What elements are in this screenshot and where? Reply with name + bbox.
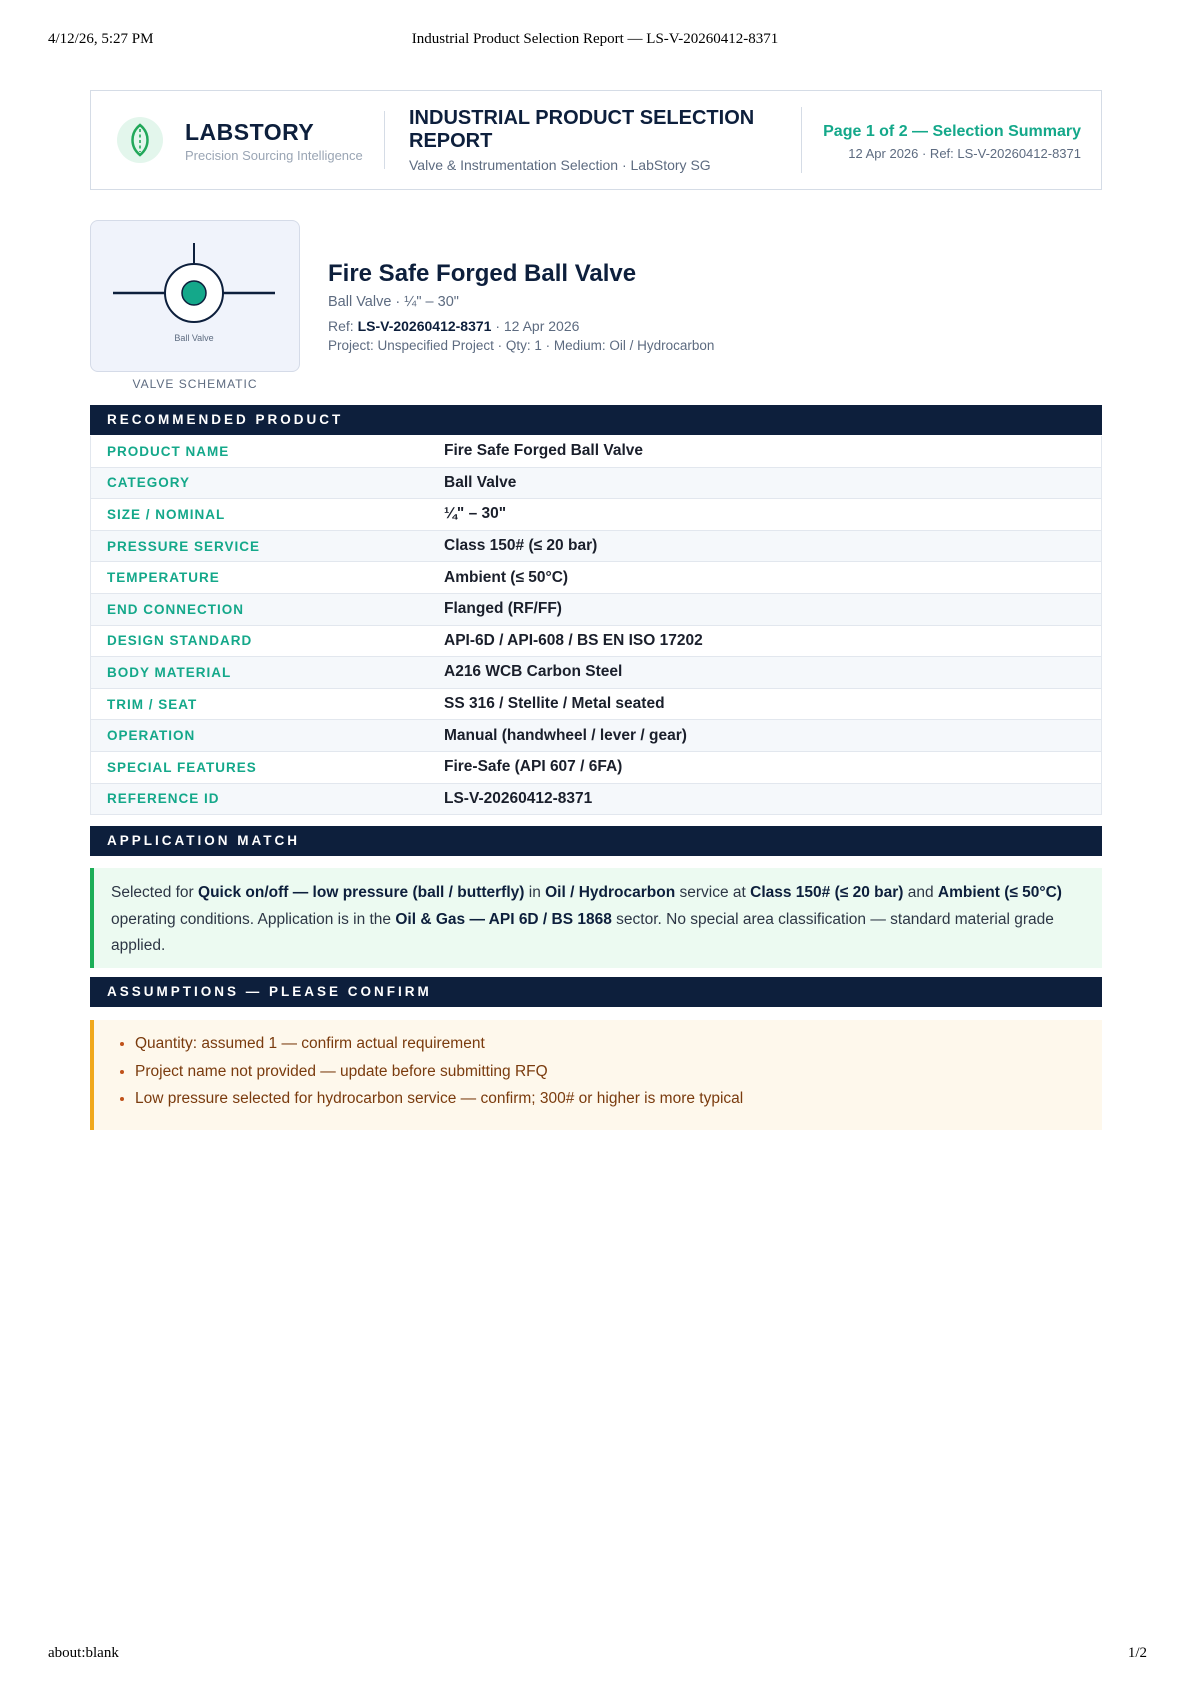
app-highlight: Oil & Gas — API 6D / BS 1868 [395,910,612,928]
spec-value: Flanged (RF/FF) [444,600,562,618]
table-row [91,468,1101,500]
product-reference [328,318,579,334]
spec-key: SPECIAL FEATURES [107,759,257,775]
app-text: and [903,884,938,901]
table-row [91,720,1101,752]
product-title: Fire Safe Forged Ball Valve [328,260,637,287]
valve-schematic [90,220,300,372]
table-row [91,562,1101,594]
spec-key: OPERATION [107,728,196,744]
table-row [91,531,1101,563]
table-row [91,657,1101,689]
spec-key: TEMPERATURE [107,570,220,586]
schematic-label: Ball Valve [174,333,214,343]
table-row [91,689,1101,721]
spec-key: PRESSURE SERVICE [107,538,261,554]
ball-valve-diagram [91,221,298,370]
spec-value: Fire-Safe (API 607 / 6FA) [444,758,623,776]
app-highlight: Class 150# (≤ 20 bar) [750,884,904,901]
app-text: sector. No special area classification — standard material grade applied. [111,910,1054,954]
spec-value: Ball Valve [444,473,517,491]
section-assumptions: ASSUMPTIONS — PLEASE CONFIRM [90,977,1102,1007]
spec-key: DESIGN STANDARD [107,633,253,649]
app-text: operating conditions. Application is in the [111,910,396,928]
brand-tagline: Precision Sourcing Intelligence [185,148,363,163]
spec-value: Ambient (≤ 50°C) [444,568,569,586]
table-row [91,626,1101,658]
spec-value: ¼" – 30" [444,505,507,523]
section-application-match: APPLICATION MATCH [90,826,1102,856]
ref-prefix: Ref: [328,318,358,334]
print-doc-title: Industrial Product Selection Report — LS-V-20260412-8371 [411,31,779,47]
list-item: • Quantity: assumed 1 — confirm actual requirement [135,1030,1102,1058]
table-row [91,752,1101,784]
table-row [91,436,1101,468]
leaf-icon [126,123,154,157]
print-url: about:blank [48,1645,119,1661]
spec-value: A216 WCB Carbon Steel [444,663,623,681]
spec-key: REFERENCE ID [107,791,220,807]
spec-key: TRIM / SEAT [107,696,198,712]
section-recommended-product: RECOMMENDED PRODUCT [90,405,1102,435]
app-highlight: Oil / Hydrocarbon [545,884,676,901]
report-subtitle: Valve & Instrumentation Selection · LabStory SG [409,157,711,173]
ref-date: · 12 Apr 2026 [491,318,580,334]
spec-value: LS-V-20260412-8371 [444,789,593,807]
ref-id: LS-V-20260412-8371 [357,318,492,334]
assumptions-list [90,1020,1102,1130]
print-page-number: 1/2 [1127,1645,1147,1661]
spec-value: Class 150# (≤ 20 bar) [444,537,598,555]
app-text: in [524,884,546,901]
app-text: service at [675,884,751,901]
spec-key: SIZE / NOMINAL [107,506,226,522]
project-line: Project: Unspecified Project · Qty: 1 · Medium: Oil / Hydrocarbon [328,338,715,353]
spec-value: Fire Safe Forged Ball Valve [444,442,643,460]
app-text: Selected for [111,884,199,901]
product-subtitle: Ball Valve · ¼" – 30" [328,294,459,310]
report-meta: 12 Apr 2026 · Ref: LS-V-20260412-8371 [848,146,1081,161]
report-title: INDUSTRIAL PRODUCT SELECTION REPORT [409,107,755,152]
table-row [91,594,1101,626]
spec-value: API-6D / API-608 / BS EN ISO 17202 [444,631,703,649]
header-divider [384,111,385,169]
app-highlight: Ambient (≤ 50°C) [937,884,1062,901]
spec-table [90,436,1102,815]
application-match-text [90,868,1102,968]
schematic-caption: VALVE SCHEMATIC [132,377,258,391]
list-item: • Project name not provided — update before submitting RFQ [135,1058,1102,1086]
spec-value: Manual (handwheel / lever / gear) [444,726,687,744]
spec-key: PRODUCT NAME [107,443,230,459]
report-header-card [90,90,1102,190]
brand-name: LABSTORY [185,119,315,145]
table-row [91,499,1101,531]
spec-key: END CONNECTION [107,601,245,617]
header-divider [801,107,802,173]
brand-logo [117,117,163,163]
page-label: Page 1 of 2 — Selection Summary [823,123,1081,140]
list-item: • Low pressure selected for hydrocarbon service — confirm; 300# or higher is more typical [135,1085,1102,1113]
spec-key: BODY MATERIAL [107,664,232,680]
app-highlight: Quick on/off — low pressure (ball / butterfly) [198,884,525,901]
spec-value: SS 316 / Stellite / Metal seated [444,695,665,713]
spec-key: CATEGORY [107,475,191,491]
table-row [91,784,1101,816]
print-datetime: 4/12/26, 5:27 PM [48,31,154,47]
